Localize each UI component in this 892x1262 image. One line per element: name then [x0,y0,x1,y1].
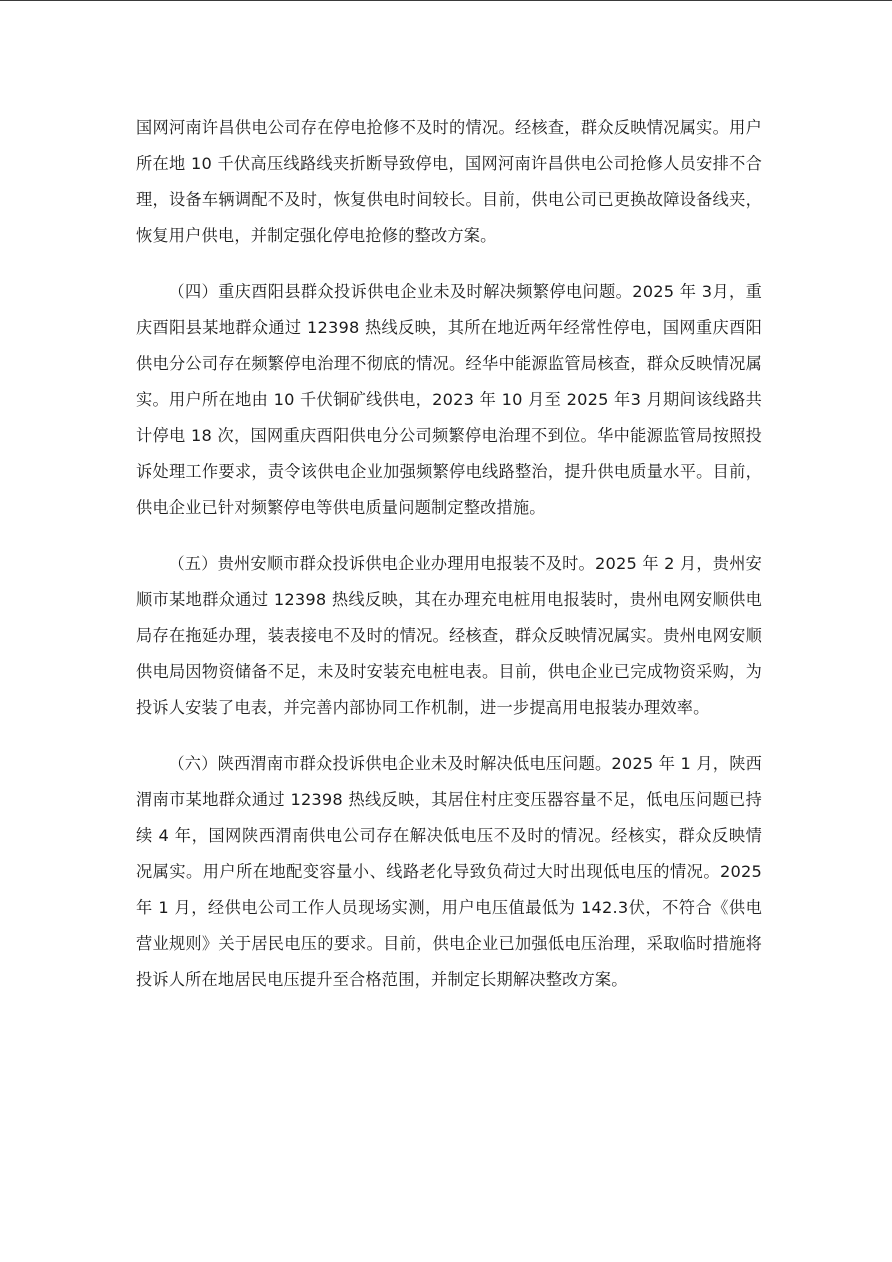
paragraph-item-4-chongqing-youyang [136,274,762,526]
text-line: 国网河南许昌供电公司存在停电抢修不及时的情况。经核查，群众反映情况属实。 [136,118,730,137]
text-line: 换故障设备线夹，恢复用户供电，并制定强化停电抢修的整改方案。 [136,190,762,245]
text-line: 群众反映情况属实。用户所在地配变容量小、线路老化导致负荷过大时出现低电 [136,826,762,881]
text-line: 群众反映情况属实。用户所在地由 10 千伏铜矿线供电，2023 年 10 月至 2025 年 [136,354,762,409]
text-line: 问题已持续 4 年，国网陕西渭南供电公司存在解决低电压不及时的情况。经核实， [136,790,762,845]
text-line: 3 月期间该线路共计停电 18 次，国网重庆酉阳供电分公司频繁停电治理不到位。 [136,390,763,445]
paragraph-continuation-xuchang [136,110,762,254]
text-line: 月，重庆酉阳县某地群众通过 12398 热线反映，其所在地近两年经常性停电，国 [136,282,762,337]
text-line: 陕西渭南市某地群众通过 12398 热线反映，其居住村庄变压器容量不足，低电压 [136,754,762,809]
text-line: 用户所在地 10 千伏高压线路线夹折断导致停电，国网河南许昌供电公司抢修人 [136,118,762,173]
text-line: （五）贵州安顺市群众投诉供电企业办理用电报装不及时。2025 年 2 月， [168,554,713,573]
text-line: 网重庆酉阳供电分公司存在频繁停电治理不彻底的情况。经华中能源监管局核查， [136,318,763,373]
text-line: 压的情况。2025 年 1 月，经供电公司工作人员现场实测，用户电压值最低为 142.3 [136,862,763,917]
text-line: 企业已完成物资采购，为投诉人安装了电表，并完善内部协同工作机制，进一步 [136,662,762,717]
text-line: 伏，不符合《供电营业规则》关于居民电压的要求。目前，供电企业已加强低电 [136,898,762,953]
document-body [136,110,762,998]
text-line: 网安顺供电局存在拖延办理，装表接电不及时的情况。经核查，群众反映情况属 [136,590,763,645]
text-line: （四）重庆酉阳县群众投诉供电企业未及时解决频繁停电问题。2025 年 3 [168,282,713,301]
text-line: 施。 [512,498,546,517]
paragraph-item-6-shaanxi-weinan [136,746,762,998]
text-line: 提高用电报装办理效率。 [529,698,710,717]
paragraph-item-5-guizhou-anshun [136,546,762,726]
text-line: 提升供电质量水平。目前，供电企业已针对频繁停电等供电质量问题制定整改措 [136,462,762,517]
text-line: 员安排不合理，设备车辆调配不及时，恢复供电时间较长。目前，供电公司已更 [136,154,763,209]
text-line: 压治理，采取临时措施将投诉人所在地居民电压提升至合格范围，并制定长期解 [136,934,762,989]
text-line: 华中能源监管局按照投诉处理工作要求，责令该供电企业加强频繁停电线路整治， [136,426,762,481]
text-line: 实。贵州电网安顺供电局因物资储备不足，未及时安装充电桩电表。目前，供电 [136,626,762,681]
text-line: （六）陕西渭南市群众投诉供电企业未及时解决低电压问题。2025 年 1 月， [168,754,730,773]
text-line: 贵州安顺市某地群众通过 12398 热线反映，其在办理充电桩用电报装时，贵州电 [136,554,762,609]
text-line: 决整改方案。 [529,970,628,989]
